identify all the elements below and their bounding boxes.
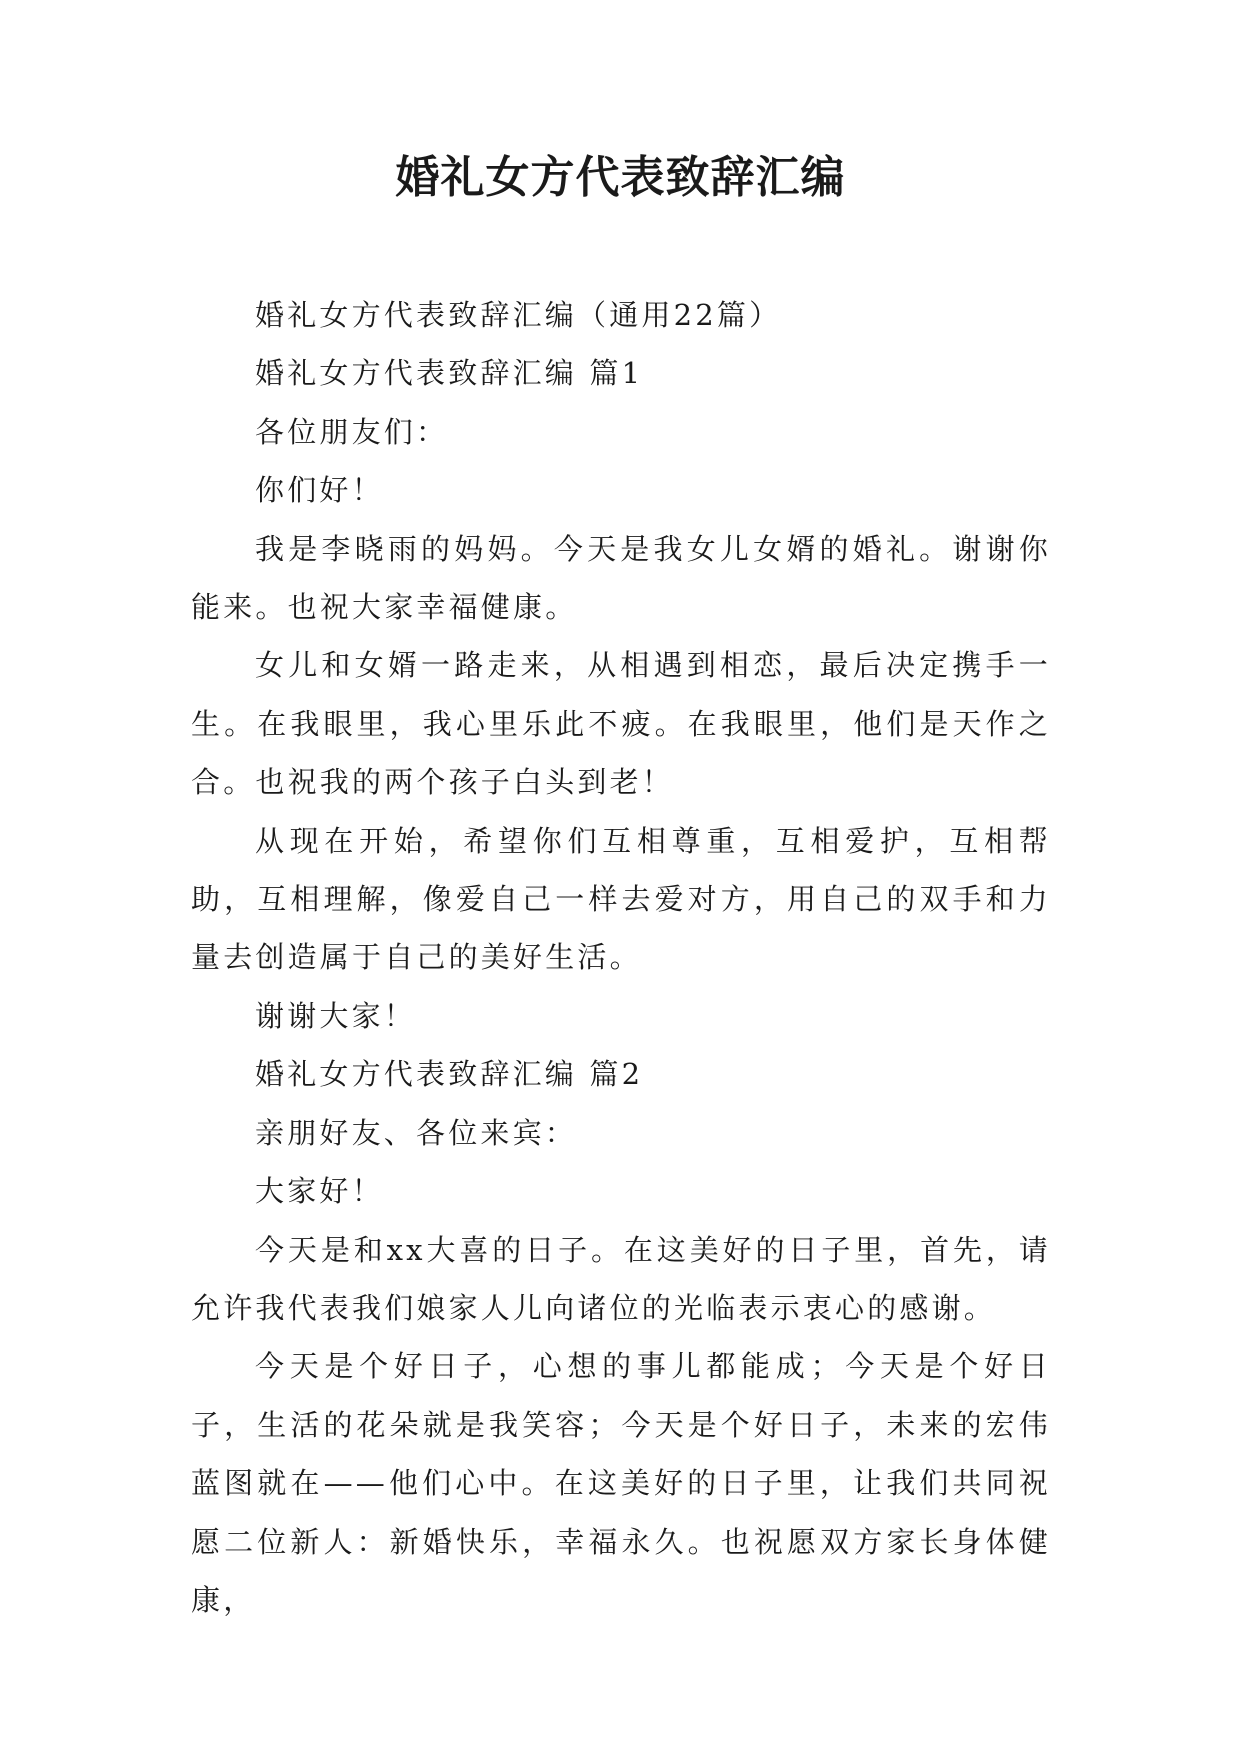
paragraph: 我是李晓雨的妈妈。今天是我女儿女婿的婚礼。谢谢你能来。也祝大家幸福健康。 bbox=[191, 531, 1051, 625]
paragraph: 从现在开始，希望你们互相尊重，互相爱护，互相帮助，互相理解，像爱自己一样去爱对方，用自己的双手和力量去创造属于自己的美好生活。 bbox=[191, 823, 1051, 975]
section-heading-1: 婚礼女方代表致辞汇编 篇1 bbox=[255, 356, 644, 391]
paragraph-hello: 大家好！ bbox=[255, 1174, 384, 1209]
section-heading-2: 婚礼女方代表致辞汇编 篇2 bbox=[255, 1057, 644, 1092]
document-title: 婚礼女方代表致辞汇编 bbox=[395, 152, 846, 203]
paragraph-greeting: 亲朋好友、各位来宾： bbox=[255, 1115, 578, 1150]
paragraph: 今天是和xx大喜的日子。在这美好的日子里，首先，请允许我代表我们娘家人儿向诸位的光临表示衷心的感谢。 bbox=[191, 1232, 1051, 1325]
paragraph-subtitle: 婚礼女方代表致辞汇编（通用22篇） bbox=[255, 298, 782, 332]
paragraph-hello: 你们好！ bbox=[255, 473, 384, 508]
document-body bbox=[191, 286, 1051, 1629]
paragraph-thanks: 谢谢大家！ bbox=[255, 998, 417, 1033]
paragraph: 今天是个好日子，心想的事儿都能成；今天是个好日子，生活的花朵就是我笑容；今天是个好日子，未来的宏伟蓝图就在——他们心中。在这美好的日子里，让我们共同祝愿二位新人：新婚快乐，幸福永久。也祝愿双方家长身体健康， bbox=[191, 1349, 1051, 1617]
paragraph: 女儿和女婿一路走来，从相遇到相恋，最后决定携手一生。在我眼里，我心里乐此不疲。在我眼里，他们是天作之合。也祝我的两个孩子白头到老！ bbox=[191, 648, 1051, 800]
paragraph-greeting: 各位朋友们： bbox=[255, 414, 449, 449]
